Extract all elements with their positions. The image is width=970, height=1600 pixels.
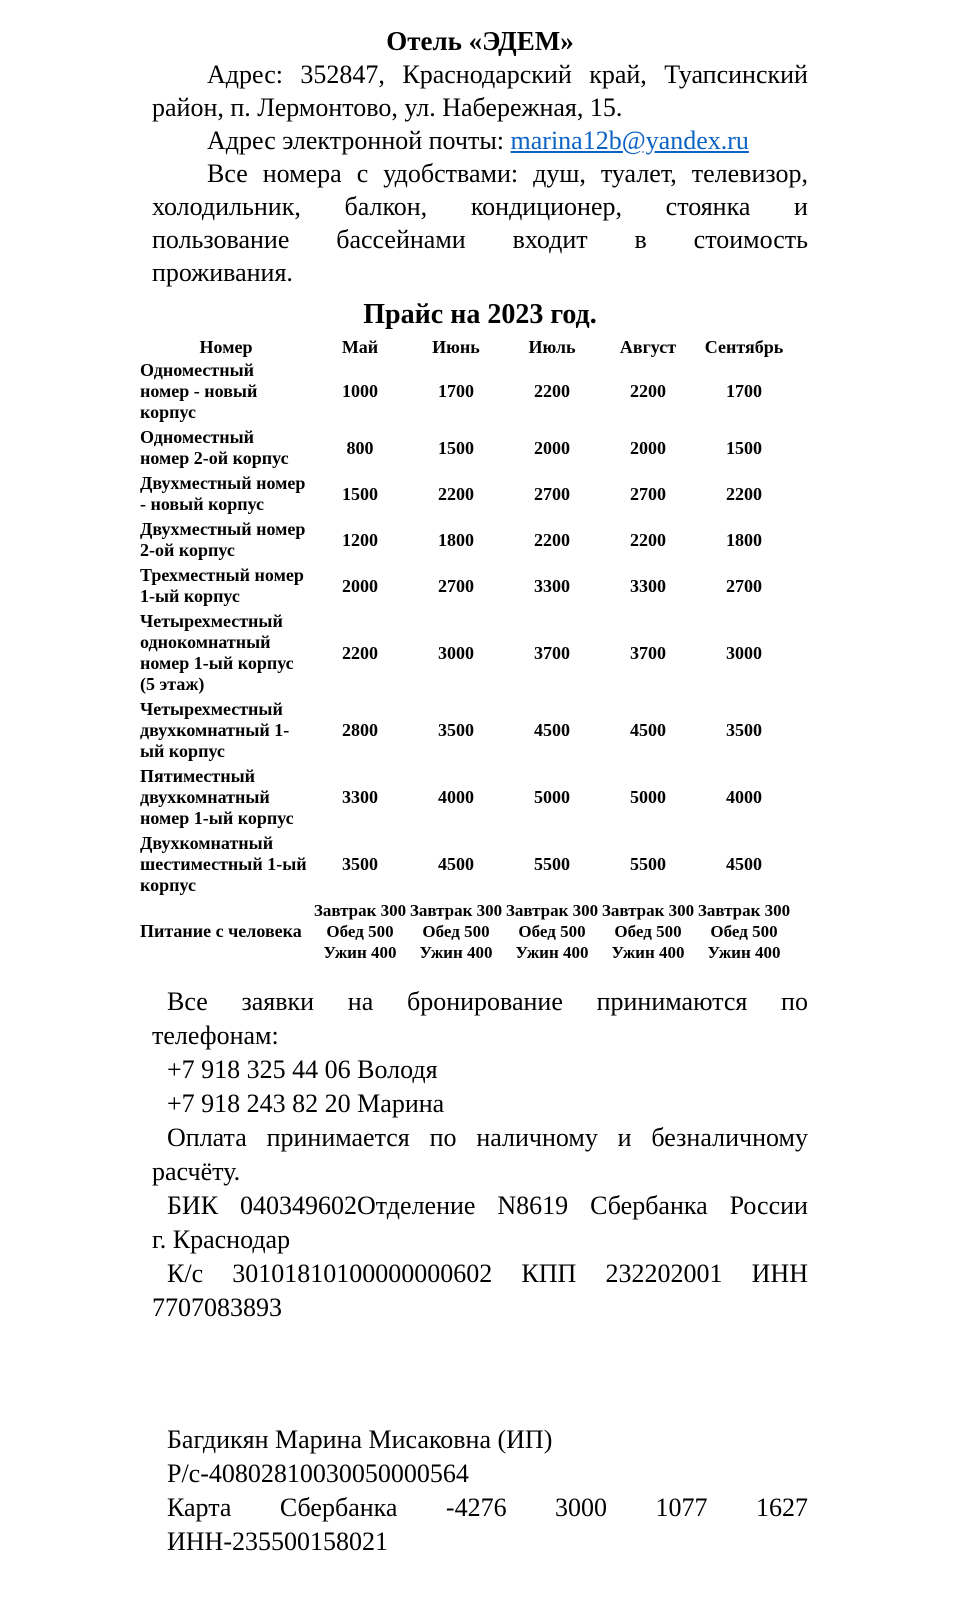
price-list-title: Прайс на 2023 год. [363,299,597,330]
word: по [781,987,808,1016]
room-type-label: Трехместный номер 1-ый корпус [140,565,309,606]
word: пользование [152,225,290,254]
word: 1077 [655,1493,708,1522]
word: стоянка [665,192,751,221]
price-value: 2000 [342,575,378,596]
price-value: 1000 [342,381,378,401]
meal-price-line: Завтрак 300 [601,901,695,920]
requisites-section [152,1423,808,1559]
meal-price-line: Завтрак 300 [313,901,407,920]
text-line: ИНН-235500158021 [167,1527,388,1556]
word: и [794,192,808,221]
meal-prices-cell [504,898,600,965]
word: Оплата [167,1123,247,1152]
email-link[interactable]: marina12b@yandex.ru [510,126,749,155]
meal-price-line: Ужин 400 [515,943,589,962]
word: Сбербанка [279,1493,398,1522]
price-value: 2700 [630,483,666,504]
text-line [152,1189,808,1223]
word: Карта [167,1493,232,1522]
meal-price-line: Завтрак 300 [697,901,791,920]
price-value: 5500 [534,854,570,874]
price-value: 3500 [342,854,378,874]
word: безналичному [651,1123,808,1152]
text-line [152,1491,808,1525]
text-line [152,223,808,256]
word: бронирование [406,987,563,1016]
price-value: 2800 [342,720,378,740]
room-type-label: Одноместный номер - новый корпус [140,360,263,422]
price-value: 2700 [726,575,762,596]
text-line [152,190,808,223]
text-line [152,985,808,1019]
word: Все [167,987,208,1016]
price-row [140,471,792,517]
email-label: Адрес электронной почты: [207,126,511,155]
word: -4276 [445,1493,507,1522]
text-line [152,1257,808,1291]
price-value: 5000 [534,787,570,807]
text-line: г. Краснодар [152,1225,291,1254]
word: холодильник, [152,192,301,221]
text-line: район, п. Лермонтово, ул. Набережная, 15. [152,93,623,122]
word: Краснодарский [402,60,572,89]
price-table-body [140,358,792,965]
intro-section [152,58,808,289]
price-value: 1500 [342,483,378,504]
word: Сбербанка [590,1191,708,1220]
booking-section [152,985,808,1325]
meal-price-line: Ужин 400 [323,943,397,962]
room-type-label: Двухместный номер 2-ой корпус [140,519,310,560]
text-line: +7 918 243 82 20 Марина [167,1089,445,1118]
price-row [140,563,792,609]
word: туалет, [600,159,677,188]
text-line: расчёту. [152,1157,241,1186]
meal-prices-cell [408,898,504,965]
meal-price-line: Обед 500 [614,922,682,941]
price-value: 2000 [534,437,570,458]
text-line: Р/с-40802810030050000564 [167,1459,469,1488]
text-line: Багдикян Марина Мисаковна (ИП) [167,1425,553,1454]
amenities-paragraph [152,157,808,289]
text-line [152,157,808,190]
word: бассейнами [336,225,466,254]
price-value: 2200 [438,483,474,504]
price-value: 1800 [438,529,474,550]
price-value: 4000 [438,787,474,807]
address-paragraph [152,58,808,124]
word: 30101810100000000602 [232,1259,493,1288]
word: ИНН [751,1259,808,1288]
header-row [140,337,792,358]
text-line: проживания. [152,258,293,287]
word: N8619 [497,1191,569,1220]
meal-prices-cell [600,898,696,965]
word: в [634,225,647,254]
price-value: 1700 [726,381,762,401]
price-value: 3000 [438,642,474,663]
price-value: 1500 [438,437,474,458]
word: входит [512,225,588,254]
word: Туапсинский [664,60,808,89]
word: с [356,159,369,188]
meal-price-line: Обед 500 [710,922,778,941]
word: стоимость [693,225,808,254]
price-value: 2700 [438,575,474,596]
word: Адрес: [207,60,283,89]
meal-price-line: Завтрак 300 [409,901,503,920]
price-value: 1200 [342,529,378,550]
price-value: 3300 [630,575,666,596]
room-type-label: Четырехместный двухкомнатный 1-ый корпус [140,699,290,761]
price-value: 3700 [534,642,570,663]
word: удобствами: [383,159,519,188]
word: заявки [241,987,315,1016]
word: номера [262,159,342,188]
word: Все [207,159,248,188]
word: кондиционер, [470,192,622,221]
text-line: 7707083893 [152,1293,282,1322]
price-value: 5000 [630,787,666,807]
price-value: 3000 [726,642,762,663]
word: КПП [521,1259,577,1288]
price-row [140,358,792,425]
word: душ, [533,159,586,188]
word: на [347,987,374,1016]
word: БИК [167,1191,219,1220]
price-value: 2200 [630,381,666,401]
text-line: телефонам: [152,1021,279,1050]
price-value: 2200 [726,483,762,504]
word: 232202001 [605,1259,723,1288]
meal-price-line: Обед 500 [518,922,586,941]
room-type-label: Одноместный номер 2-ой корпус [140,427,289,468]
room-type-label: Четырехместный однокомнатный номер 1-ый корпус (5 этаж) [140,611,303,694]
price-value: 3700 [630,642,666,663]
word: 1627 [755,1493,808,1522]
column-header-month: Июль [528,337,576,357]
word: принимаются [596,987,748,1016]
text-line [152,1121,808,1155]
price-value: 5500 [630,854,666,874]
word: России [729,1191,808,1220]
text-line: +7 918 325 44 06 Володя [167,1055,438,1084]
meals-row [140,898,792,965]
price-table-head [140,337,792,358]
price-row [140,517,792,563]
price-table [140,337,792,965]
meal-prices-cell [312,898,408,965]
word: балкон, [344,192,428,221]
column-header-rooms: Номер [199,337,253,357]
meal-price-line: Ужин 400 [611,943,685,962]
meals-label: Питание с человека [140,921,302,941]
price-value: 4000 [726,787,762,807]
price-value: 4500 [630,720,666,740]
price-row [140,609,792,697]
column-header-month: Май [341,337,379,357]
price-row [140,425,792,471]
price-table-wrap [140,337,808,965]
price-value: 2200 [630,529,666,550]
meal-price-line: Завтрак 300 [505,901,599,920]
word: телевизор, [691,159,808,188]
email-line [152,124,808,157]
price-value: 4500 [534,720,570,740]
column-header-month: Сентябрь [704,337,784,357]
price-value: 800 [346,437,374,458]
meal-price-line: Обед 500 [422,922,490,941]
word: 352847, [300,60,385,89]
word: край, [589,60,647,89]
word: 3000 [555,1493,608,1522]
price-value: 1500 [726,437,762,458]
word: по [429,1123,457,1152]
room-type-label: Пятиместный двухкомнатный номер 1-ый корпус [140,766,294,828]
price-value: 3500 [726,720,762,740]
price-value: 3500 [438,720,474,740]
price-value: 2200 [534,529,570,550]
meal-price-line: Ужин 400 [419,943,493,962]
word: принимается [266,1123,410,1152]
word: наличному [476,1123,598,1152]
price-value: 1800 [726,529,762,550]
price-value: 2700 [534,483,570,504]
meal-price-line: Обед 500 [326,922,394,941]
column-header-month: Август [619,337,677,357]
price-row [140,697,792,764]
hotel-title: Отель «ЭДЕМ» [386,26,574,56]
price-value: 2000 [630,437,666,458]
text-line [152,58,808,91]
column-header-month: Июнь [432,337,480,357]
price-row [140,831,792,898]
word: и [617,1123,632,1152]
price-value: 4500 [726,854,762,874]
price-value: 3300 [342,787,378,807]
price-value: 1700 [438,381,474,401]
word: К/с [167,1259,204,1288]
meal-price-line: Ужин 400 [707,943,781,962]
price-value: 4500 [438,854,474,874]
meal-prices-cell [696,898,792,965]
price-value: 2200 [342,642,378,663]
price-row [140,764,792,831]
price-value: 3300 [534,575,570,596]
room-type-label: Двухместный номер - новый корпус [140,473,310,514]
price-value: 2200 [534,381,570,401]
room-type-label: Двухкомнатный шестиместный 1-ый корпус [140,833,312,895]
word: 040349602Отделение [240,1191,476,1220]
